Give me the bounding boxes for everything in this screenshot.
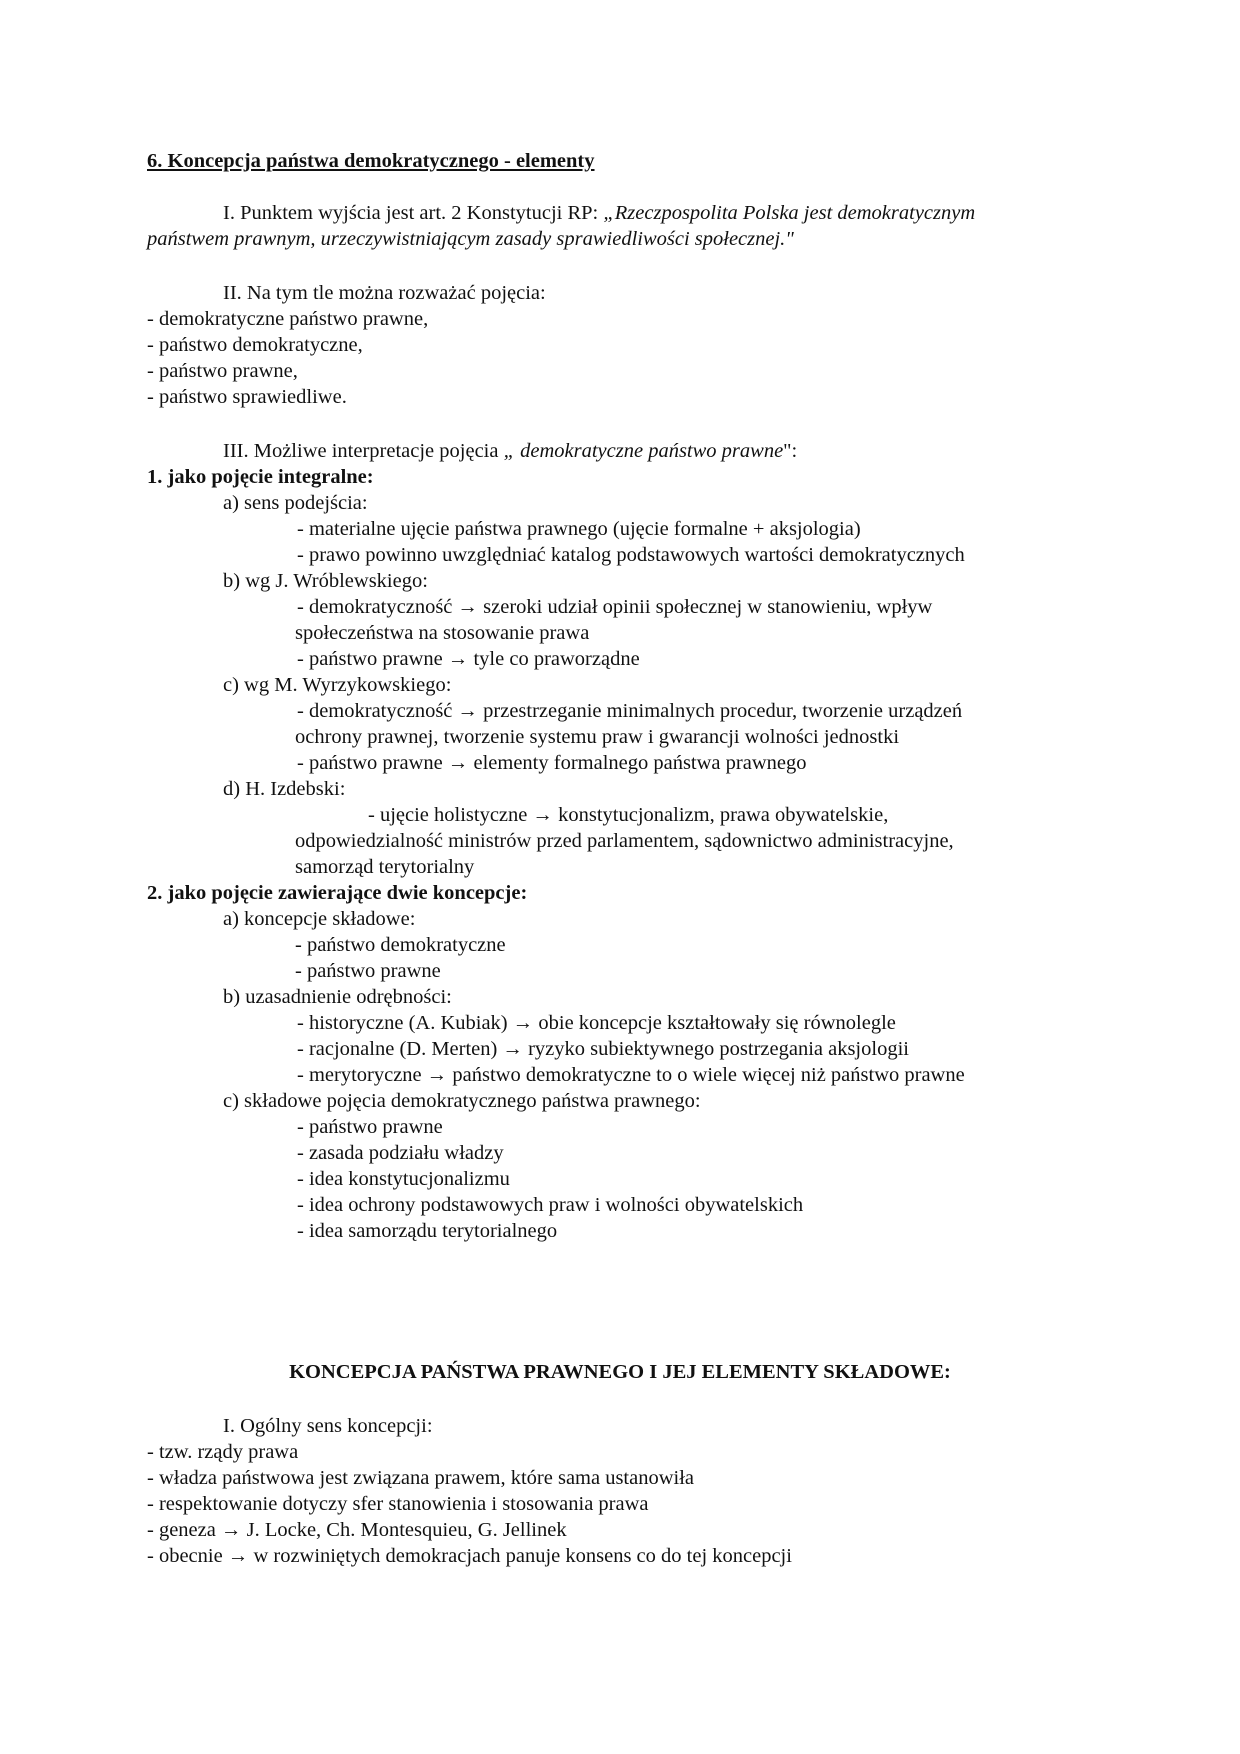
- list-item: - materialne ujęcie państwa prawnego (ujęcie formalne + aksjologia): [297, 518, 861, 540]
- intro-quote-2: państwem prawnym, urzeczywistniającym zasady sprawiedliwości społecznej.": [147, 228, 794, 250]
- list-item: - zasada podziału władzy: [297, 1142, 504, 1164]
- list-item: - ujęcie holistyczne → konstytucjonalizm, prawa obywatelskie,: [368, 804, 889, 826]
- section3-term: „ demokratyczne państwo prawne: [503, 440, 784, 462]
- list-item-continuation: ochrony prawnej, tworzenie systemu praw i gwarancji wolności jednostki: [295, 726, 900, 748]
- list-item: - państwo prawne: [297, 1116, 443, 1138]
- list-item: - państwo prawne → elementy formalnego państwa prawnego: [297, 752, 807, 774]
- list-item-continuation: odpowiedzialność ministrów przed parlamentem, sądownictwo administracyjne,: [295, 830, 954, 852]
- list-item: - państwo demokratyczne,: [147, 334, 363, 356]
- list-item: - państwo sprawiedliwe.: [147, 386, 347, 408]
- list-item: - państwo prawne → tyle co praworządne: [297, 648, 640, 670]
- list-item: - idea konstytucjonalizmu: [297, 1168, 510, 1190]
- list-item: - idea ochrony podstawowych praw i wolności obywatelskich: [297, 1194, 804, 1216]
- part1-heading: 1. jako pojęcie integralne:: [147, 466, 374, 488]
- list-item-continuation: społeczeństwa na stosowanie prawa: [295, 622, 590, 644]
- list-item: - władza państwowa jest związana prawem, które sama ustanowiła: [147, 1467, 695, 1489]
- list-item: - tzw. rządy prawa: [147, 1441, 299, 1463]
- list-item: - demokratyczność → szeroki udział opinii społecznej w stanowieniu, wpływ: [297, 596, 933, 618]
- list-item-continuation: samorząd terytorialny: [295, 856, 475, 878]
- intro-line-1: [223, 200, 975, 226]
- part2-b-label: b) uzasadnienie odrębności:: [223, 986, 452, 1008]
- section2-heading: II. Na tym tle można rozważać pojęcia:: [223, 282, 546, 304]
- part1-a-label: a) sens podejścia:: [223, 492, 368, 514]
- list-item: - respektowanie dotyczy sfer stanowienia i stosowania prawa: [147, 1493, 649, 1515]
- part2-c-label: c) składowe pojęcia demokratycznego państwa prawnego:: [223, 1090, 701, 1112]
- second-section-title: KONCEPCJA PAŃSTWA PRAWNEGO I JEJ ELEMENTY SKŁADOWE:: [289, 1361, 951, 1383]
- list-item: - historyczne (A. Kubiak) → obie koncepcje kształtowały się równolegle: [297, 1012, 896, 1034]
- list-item: - państwo demokratyczne: [295, 934, 506, 956]
- section3-prefix: III. Możliwe interpretacje pojęcia: [223, 440, 504, 462]
- list-item: - prawo powinno uwzględniać katalog podstawowych wartości demokratycznych: [297, 544, 965, 566]
- part1-d-label: d) H. Izdebski:: [223, 778, 346, 800]
- section3-heading: [223, 438, 797, 464]
- section3-suffix: ":: [783, 440, 798, 462]
- intro-quote-1: „Rzeczpospolita Polska jest demokratycznym: [603, 202, 976, 224]
- list-item: - demokratyczność → przestrzeganie minimalnych procedur, tworzenie urządzeń: [297, 700, 963, 722]
- list-item: - racjonalne (D. Merten) → ryzyko subiektywnego postrzegania aksjologii: [297, 1038, 909, 1060]
- list-item: - państwo prawne,: [147, 360, 298, 382]
- part2-heading: 2. jako pojęcie zawierające dwie koncepcje:: [147, 882, 528, 904]
- part1-b-label: b) wg J. Wróblewskiego:: [223, 570, 428, 592]
- general-heading: I. Ogólny sens koncepcji:: [223, 1415, 433, 1437]
- list-item: - geneza → J. Locke, Ch. Montesquieu, G. Jellinek: [147, 1519, 567, 1541]
- list-item: - idea samorządu terytorialnego: [297, 1220, 558, 1242]
- list-item: - obecnie → w rozwiniętych demokracjach panuje konsens co do tej koncepcji: [147, 1545, 792, 1567]
- list-item: - demokratyczne państwo prawne,: [147, 308, 429, 330]
- part1-c-label: c) wg M. Wyrzykowskiego:: [223, 674, 452, 696]
- list-item: - państwo prawne: [295, 960, 441, 982]
- intro-prefix: I. Punktem wyjścia jest art. 2 Konstytucji RP:: [223, 202, 604, 224]
- list-item: - merytoryczne → państwo demokratyczne to o wiele więcej niż państwo prawne: [297, 1064, 965, 1086]
- part2-a-label: a) koncepcje składowe:: [223, 908, 416, 930]
- document-title: 6. Koncepcja państwa demokratycznego - elementy: [147, 150, 595, 172]
